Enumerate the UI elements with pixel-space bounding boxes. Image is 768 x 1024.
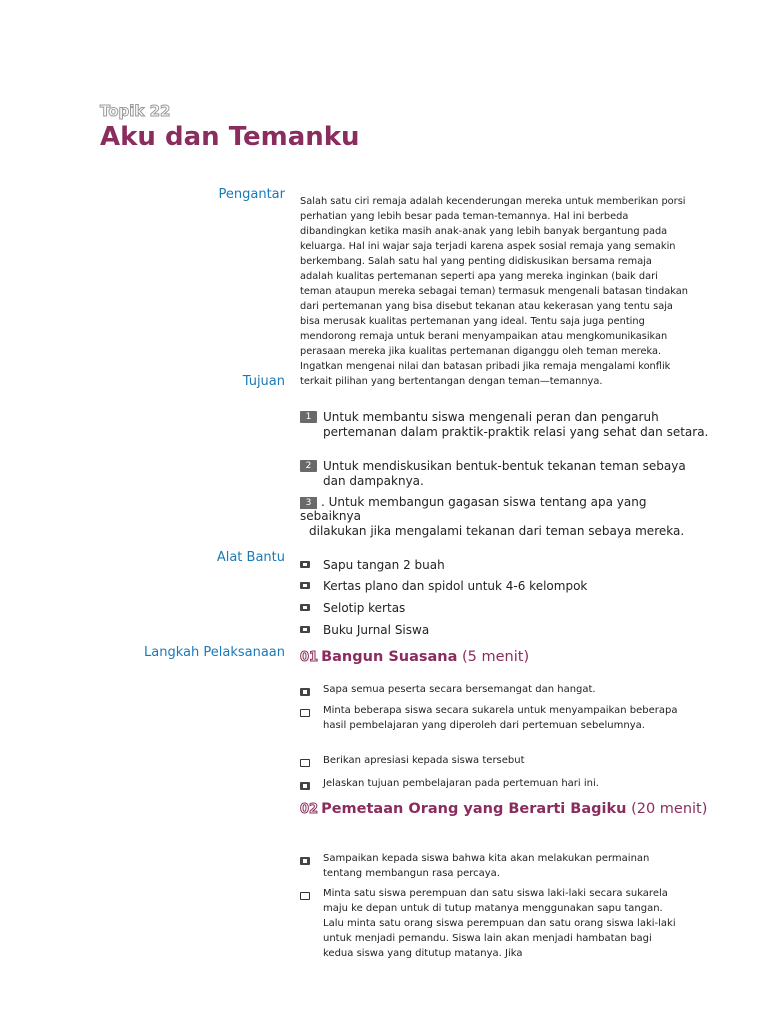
goal-text: . Untuk membangun gagasan siswa tentang apa yang sebaiknya <box>300 495 647 523</box>
step-item <box>300 703 680 733</box>
step-item <box>300 886 680 961</box>
step-number: 02 <box>300 802 319 817</box>
tool-text: Sapu tangan 2 buah <box>323 558 445 572</box>
step-title: Pemetaan Orang yang Berarti Bagiku <box>321 801 627 817</box>
bullet-icon <box>300 686 310 701</box>
goal-item <box>300 459 710 489</box>
tool-text: Buku Jurnal Siswa <box>323 623 430 637</box>
goal-text: Untuk membantu siswa mengenali peran dan pengaruh pertemanan dalam praktik-praktik relasi yang sehat dan setara. <box>323 410 709 439</box>
step-item <box>300 682 680 697</box>
bullet-icon <box>300 890 310 905</box>
goal-number-badge: 2 <box>300 460 317 472</box>
bullet-icon <box>300 757 310 772</box>
step-duration: (5 menit) <box>462 649 530 665</box>
label-tools: Alat Bantu <box>216 550 285 565</box>
step-duration: (20 menit) <box>631 801 708 817</box>
step-number: 01 <box>300 650 319 665</box>
goal-item <box>300 410 710 440</box>
bullet-icon <box>300 626 310 633</box>
step-item-text: Minta beberapa siswa secara sukarela untuk menyampaikan beberapa hasil pembelajaran yang diperoleh dari pertemuan sebelumnya. <box>323 705 678 731</box>
step-item <box>300 851 680 881</box>
step-heading <box>300 801 710 818</box>
step-item <box>300 753 680 768</box>
label-goals: Tujuan <box>242 374 285 389</box>
topic-label: Topik 22 <box>100 102 171 120</box>
tool-item <box>300 558 445 573</box>
step-item-text: Sampaikan kepada siswa bahwa kita akan melakukan permainan tentang membangun rasa percaya. <box>323 853 650 879</box>
step-title: Bangun Suasana <box>321 649 458 665</box>
bullet-icon <box>300 582 310 589</box>
label-intro: Pengantar <box>218 187 285 202</box>
tool-text: Kertas plano dan spidol untuk 4-6 kelompok <box>323 579 588 593</box>
goal-text-continuation: dilakukan jika mengalami tekanan dari teman sebaya mereka. <box>309 524 685 538</box>
step-heading <box>300 649 710 666</box>
goal-item <box>300 495 700 523</box>
goal-number-badge: 3 <box>300 497 317 509</box>
tool-item <box>300 623 429 638</box>
step-item-text: Berikan apresiasi kepada siswa tersebut <box>323 755 525 766</box>
tool-text: Selotip kertas <box>323 601 406 615</box>
page-title: Aku dan Temanku <box>100 122 360 152</box>
step-item-text: Jelaskan tujuan pembelajaran pada pertemuan hari ini. <box>323 778 599 789</box>
bullet-icon <box>300 561 310 568</box>
goal-text: Untuk mendiskusikan bentuk-bentuk tekanan teman sebaya dan dampaknya. <box>323 459 686 488</box>
step-item-text: Minta satu siswa perempuan dan satu siswa laki-laki secara sukarela maju ke depan untuk di tutup matanya menggunakan sapu tangan. Lalu minta satu orang siswa perempuan dan satu orang siswa laki-laki untuk menjadi pemandu. Siswa lain akan menjadi hambatan bagi kedua siswa yang ditutup matanya. Jika <box>323 888 676 959</box>
step-item <box>300 776 680 791</box>
label-steps: Langkah Pelaksanaan <box>144 645 285 660</box>
intro-paragraph: Salah satu ciri remaja adalah kecenderungan mereka untuk memberikan porsi perhatian yang lebih besar pada teman-temannya. Hal ini berbeda dibandingkan ketika masih anak-anak yang lebih banyak bergantung pada keluarga. Hal ini wajar saja terjadi karena aspek sosial remaja yang semakin berkembang. Salah satu hal yang penting didiskusikan bersama remaja adalah kualitas pertemanan seperti apa yang mereka inginkan (baik dari teman ataupun mereka sebagai teman) termasuk mengenali batasan tindakan dari pertemanan yang bisa disebut tekanan atau kekerasan yang tentu saja bisa merusak kualitas pertemanan yang ideal. Tentu saja juga penting mendorong remaja untuk berani menyampaikan atau mengkomunikasikan perasaan mereka jika kualitas pertemanan diganggu oleh teman mereka. Ingatkan mengenai nilai dan batasan pribadi jika remaja mengalami konflik terkait pilihan yang bertentangan dengan teman—temannya. <box>300 196 688 387</box>
tool-item <box>300 601 405 616</box>
step-item-text: Sapa semua peserta secara bersemangat dan hangat. <box>323 684 596 695</box>
bullet-icon <box>300 855 310 870</box>
bullet-icon <box>300 780 310 795</box>
bullet-icon <box>300 707 310 722</box>
bullet-icon <box>300 604 310 611</box>
tool-item <box>300 579 587 594</box>
goal-number-badge: 1 <box>300 411 317 423</box>
